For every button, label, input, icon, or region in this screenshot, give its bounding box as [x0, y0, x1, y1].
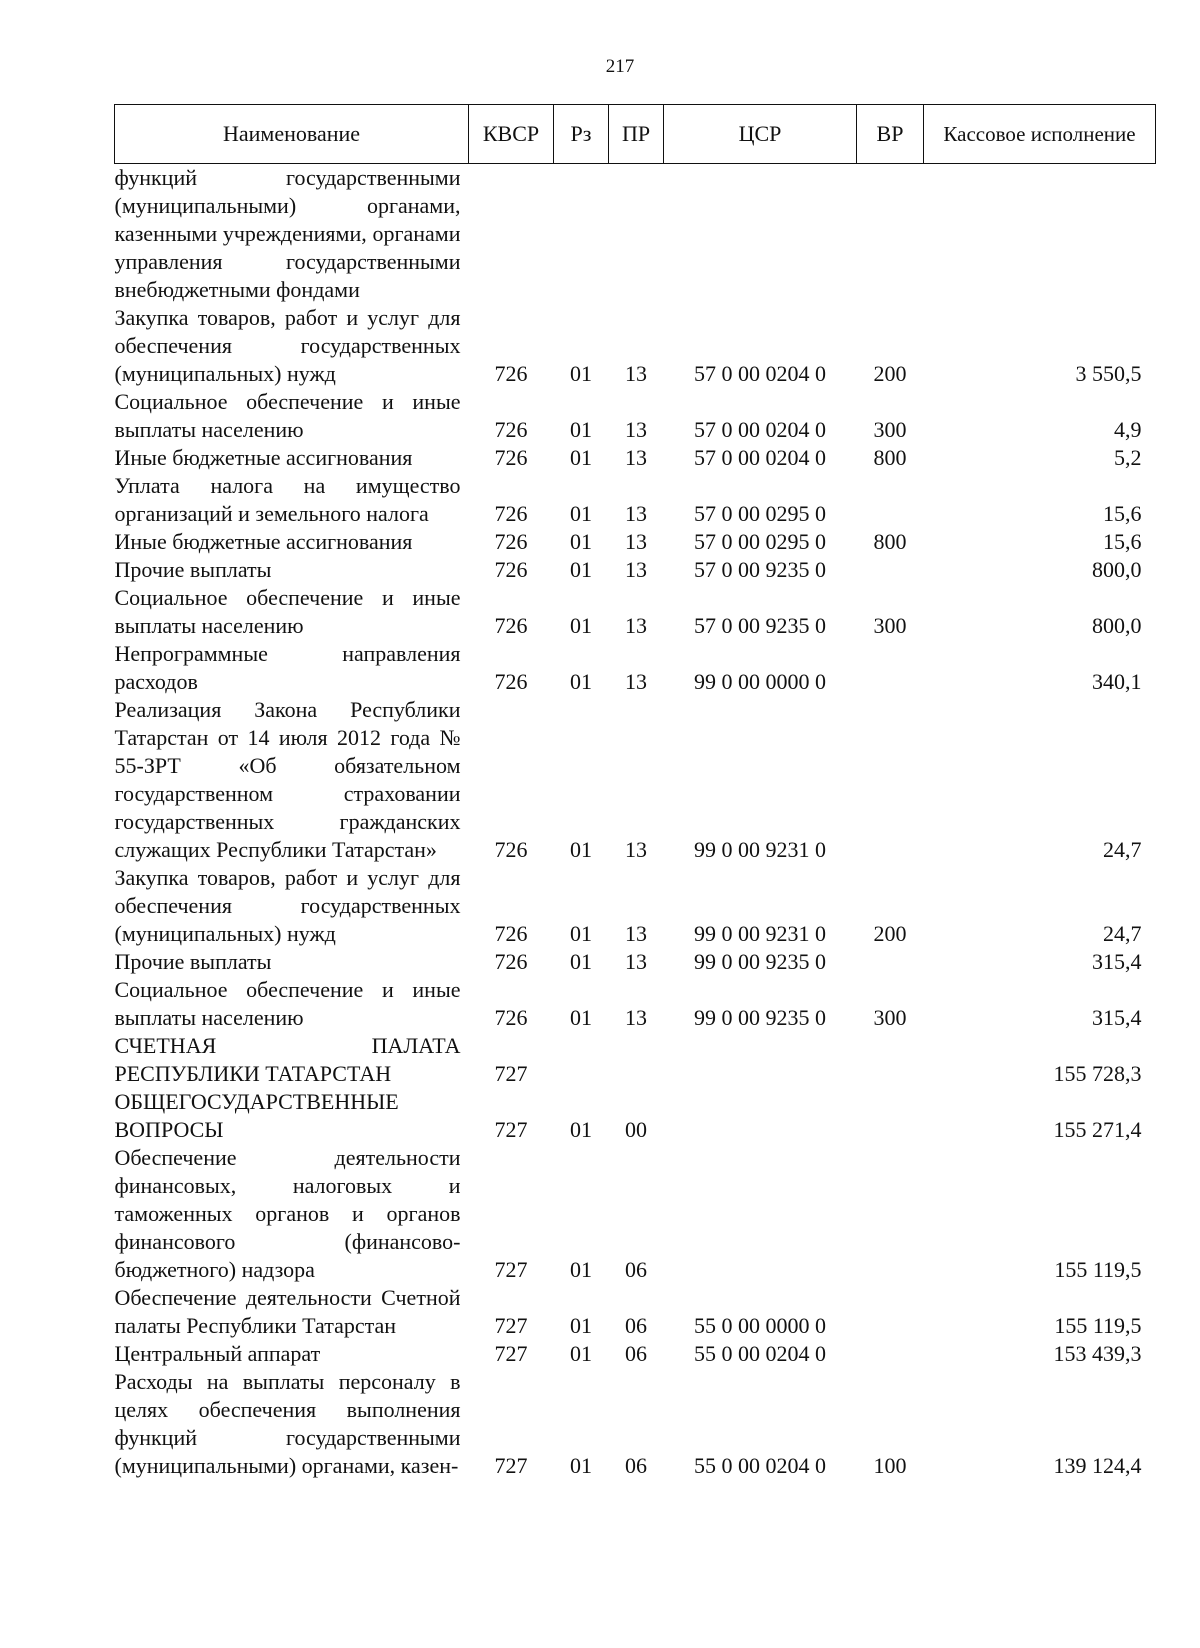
cell-amount: 5,2 [1114, 445, 1142, 470]
cell-vr: 300 [873, 613, 907, 638]
table-row [115, 528, 1156, 556]
cell-pr: 06 [625, 1453, 647, 1478]
cell-rz: 01 [570, 1257, 592, 1282]
cell-name: Непрограммные направления расходов [114, 641, 461, 694]
cell-csr: 57 0 00 0204 0 [694, 417, 826, 442]
table-row [115, 556, 1156, 584]
cell-pr: 13 [625, 921, 647, 946]
cell-csr [664, 1088, 857, 1144]
cell-rz: 01 [570, 1341, 592, 1366]
cell-csr: 57 0 00 0295 0 [694, 501, 826, 526]
cell-pr: 13 [625, 669, 647, 694]
cell-csr: 57 0 00 0204 0 [694, 445, 826, 470]
cell-amount: 155 119,5 [1054, 1257, 1142, 1282]
cell-rz [554, 164, 609, 305]
cell-rz: 01 [570, 417, 592, 442]
cell-pr: 06 [625, 1257, 647, 1282]
cell-csr: 99 0 00 9235 0 [694, 1005, 826, 1030]
table-row [115, 1340, 1156, 1368]
cell-rz: 01 [570, 1453, 592, 1478]
cell-kvsr: 727 [494, 1453, 528, 1478]
table-row [115, 1284, 1156, 1340]
cell-vr [857, 556, 924, 584]
table-row [115, 1088, 1156, 1144]
cell-amount: 139 124,4 [1053, 1453, 1142, 1478]
cell-name: Обеспечение деятельности Счетной палаты Республики Татарстан [114, 1285, 461, 1338]
table-row [115, 584, 1156, 640]
cell-amount: 15,6 [1103, 529, 1142, 554]
cell-pr: 13 [625, 557, 647, 582]
table-row [115, 948, 1156, 976]
cell-name: Иные бюджетные ассигнования [114, 529, 413, 554]
cell-kvsr: 726 [494, 501, 528, 526]
header-name: Наименование [115, 105, 469, 164]
cell-csr: 99 0 00 0000 0 [694, 669, 826, 694]
cell-vr: 100 [873, 1453, 907, 1478]
cell-name: Центральный аппарат [114, 1341, 321, 1366]
cell-kvsr: 726 [494, 417, 528, 442]
cell-kvsr: 727 [494, 1061, 528, 1086]
cell-rz: 01 [570, 837, 592, 862]
cell-kvsr: 726 [494, 557, 528, 582]
cell-rz: 01 [570, 1117, 592, 1142]
cell-pr: 13 [625, 445, 647, 470]
cell-pr: 13 [625, 501, 647, 526]
cell-rz: 01 [570, 361, 592, 386]
table-row [115, 696, 1156, 864]
table-row [115, 1368, 1156, 1480]
cell-amount: 15,6 [1103, 501, 1142, 526]
cell-amount: 800,0 [1092, 557, 1142, 582]
cell-vr [857, 1284, 924, 1340]
cell-csr: 99 0 00 9235 0 [694, 949, 826, 974]
cell-name: Закупка товаров, работ и услуг для обеспечения государственных (муниципальных) нужд [114, 865, 461, 946]
cell-vr [857, 696, 924, 864]
cell-rz: 01 [570, 669, 592, 694]
cell-amount: 155 119,5 [1054, 1313, 1142, 1338]
cell-vr [857, 1032, 924, 1088]
cell-amount: 155 728,3 [1053, 1061, 1142, 1086]
budget-table [114, 104, 1156, 1480]
cell-pr: 13 [625, 949, 647, 974]
table-row [115, 1144, 1156, 1284]
cell-vr: 200 [873, 921, 907, 946]
cell-csr: 99 0 00 9231 0 [694, 837, 826, 862]
cell-amount: 153 439,3 [1053, 1341, 1142, 1366]
cell-name: Прочие выплаты [114, 949, 272, 974]
header-kassa: Кассовое исполнение [924, 105, 1156, 164]
cell-amount: 4,9 [1114, 417, 1142, 442]
table-row [115, 640, 1156, 696]
cell-csr: 99 0 00 9231 0 [694, 921, 826, 946]
cell-pr [609, 164, 664, 305]
table-row [115, 1032, 1156, 1088]
cell-kvsr: 726 [494, 669, 528, 694]
cell-kvsr: 727 [494, 1341, 528, 1366]
cell-csr: 57 0 00 0295 0 [694, 529, 826, 554]
cell-pr: 06 [625, 1313, 647, 1338]
cell-csr [664, 1032, 857, 1088]
cell-rz [554, 1032, 609, 1088]
table-body [115, 164, 1156, 1481]
cell-vr [857, 1340, 924, 1368]
cell-csr: 55 0 00 0204 0 [694, 1341, 826, 1366]
cell-kvsr: 727 [494, 1117, 528, 1142]
table-row [115, 304, 1156, 388]
cell-amount [924, 164, 1156, 305]
cell-csr [664, 1144, 857, 1284]
cell-name: СЧЕТНАЯ ПАЛАТА РЕСПУБЛИКИ ТАТАРСТАН [114, 1033, 461, 1086]
cell-vr: 800 [873, 529, 907, 554]
cell-amount: 24,7 [1103, 921, 1142, 946]
cell-vr [857, 1144, 924, 1284]
cell-name: Социальное обеспечение и иные выплаты населению [114, 585, 461, 638]
cell-vr: 300 [873, 1005, 907, 1030]
cell-name: Иные бюджетные ассигнования [114, 445, 413, 470]
cell-amount: 315,4 [1092, 1005, 1142, 1030]
cell-kvsr: 726 [494, 529, 528, 554]
cell-kvsr: 726 [494, 613, 528, 638]
header-vr: ВР [857, 105, 924, 164]
cell-amount: 800,0 [1092, 613, 1142, 638]
cell-vr [857, 948, 924, 976]
cell-csr [664, 164, 857, 305]
cell-kvsr: 726 [494, 949, 528, 974]
cell-rz: 01 [570, 529, 592, 554]
cell-vr: 300 [873, 417, 907, 442]
cell-pr: 06 [625, 1341, 647, 1366]
cell-pr: 13 [625, 417, 647, 442]
cell-csr: 55 0 00 0204 0 [694, 1453, 826, 1478]
cell-amount: 24,7 [1103, 837, 1142, 862]
cell-kvsr: 726 [494, 361, 528, 386]
cell-csr: 55 0 00 0000 0 [694, 1313, 826, 1338]
cell-rz: 01 [570, 557, 592, 582]
cell-kvsr [469, 164, 554, 305]
cell-pr: 13 [625, 613, 647, 638]
cell-pr [609, 1032, 664, 1088]
table-row [115, 472, 1156, 528]
header-csr: ЦСР [664, 105, 857, 164]
cell-vr [857, 640, 924, 696]
cell-kvsr: 726 [494, 837, 528, 862]
cell-rz: 01 [570, 949, 592, 974]
cell-rz: 01 [570, 1313, 592, 1338]
table-row [115, 976, 1156, 1032]
cell-vr: 200 [873, 361, 907, 386]
cell-vr: 800 [873, 445, 907, 470]
cell-name: Прочие выплаты [114, 557, 272, 582]
cell-name: Реализация Закона Республики Татарстан от 14 июля 2012 года № 55-ЗРТ «Об обязательном государственном страховании государственных гражданских служащих Республики Татарстан» [114, 697, 461, 862]
cell-name: функций государственными (муниципальными) органами, казенными учреждениями, органами управления государственными внебюджетными фондами [114, 165, 461, 302]
cell-amount: 3 550,5 [1075, 361, 1142, 386]
cell-amount: 340,1 [1092, 669, 1142, 694]
cell-kvsr: 727 [494, 1257, 528, 1282]
cell-rz: 01 [570, 445, 592, 470]
cell-pr: 13 [625, 361, 647, 386]
cell-rz: 01 [570, 613, 592, 638]
cell-kvsr: 726 [494, 445, 528, 470]
table-header-row [115, 105, 1156, 164]
cell-rz: 01 [570, 1005, 592, 1030]
cell-rz: 01 [570, 921, 592, 946]
table-row [115, 864, 1156, 948]
table-row [115, 388, 1156, 444]
cell-name: Закупка товаров, работ и услуг для обеспечения государственных (муниципальных) нужд [114, 305, 461, 386]
cell-csr: 57 0 00 9235 0 [694, 557, 826, 582]
cell-rz: 01 [570, 501, 592, 526]
cell-name: Уплата налога на имущество организаций и земельного налога [114, 473, 461, 526]
table-row [115, 164, 1156, 305]
cell-amount: 155 271,4 [1053, 1117, 1142, 1142]
cell-pr: 13 [625, 1005, 647, 1030]
cell-csr: 57 0 00 0204 0 [694, 361, 826, 386]
cell-pr: 13 [625, 529, 647, 554]
cell-vr [857, 164, 924, 305]
cell-pr: 00 [625, 1117, 647, 1142]
cell-vr [857, 1088, 924, 1144]
cell-kvsr: 726 [494, 921, 528, 946]
cell-amount: 315,4 [1092, 949, 1142, 974]
cell-vr [857, 472, 924, 528]
table-row [115, 444, 1156, 472]
header-kvsr: КВСР [469, 105, 554, 164]
header-rz: Рз [554, 105, 609, 164]
cell-kvsr: 726 [494, 1005, 528, 1030]
header-pr: ПР [609, 105, 664, 164]
cell-name: Социальное обеспечение и иные выплаты населению [114, 389, 461, 442]
cell-pr: 13 [625, 837, 647, 862]
cell-kvsr: 727 [494, 1313, 528, 1338]
cell-name: Расходы на выплаты персоналу в целях обеспечения выполнения функций государственными (муниципальными) органами, казен- [114, 1369, 461, 1478]
cell-name: Обеспечение деятельности финансовых, налоговых и таможенных органов и органов финансового (финансово-бюджетного) надзора [114, 1145, 461, 1282]
cell-name: ОБЩЕГОСУДАРСТВЕННЫЕ ВОПРОСЫ [114, 1089, 399, 1142]
cell-name: Социальное обеспечение и иные выплаты населению [114, 977, 461, 1030]
page-number: 217 [605, 56, 635, 77]
cell-csr: 57 0 00 9235 0 [694, 613, 826, 638]
